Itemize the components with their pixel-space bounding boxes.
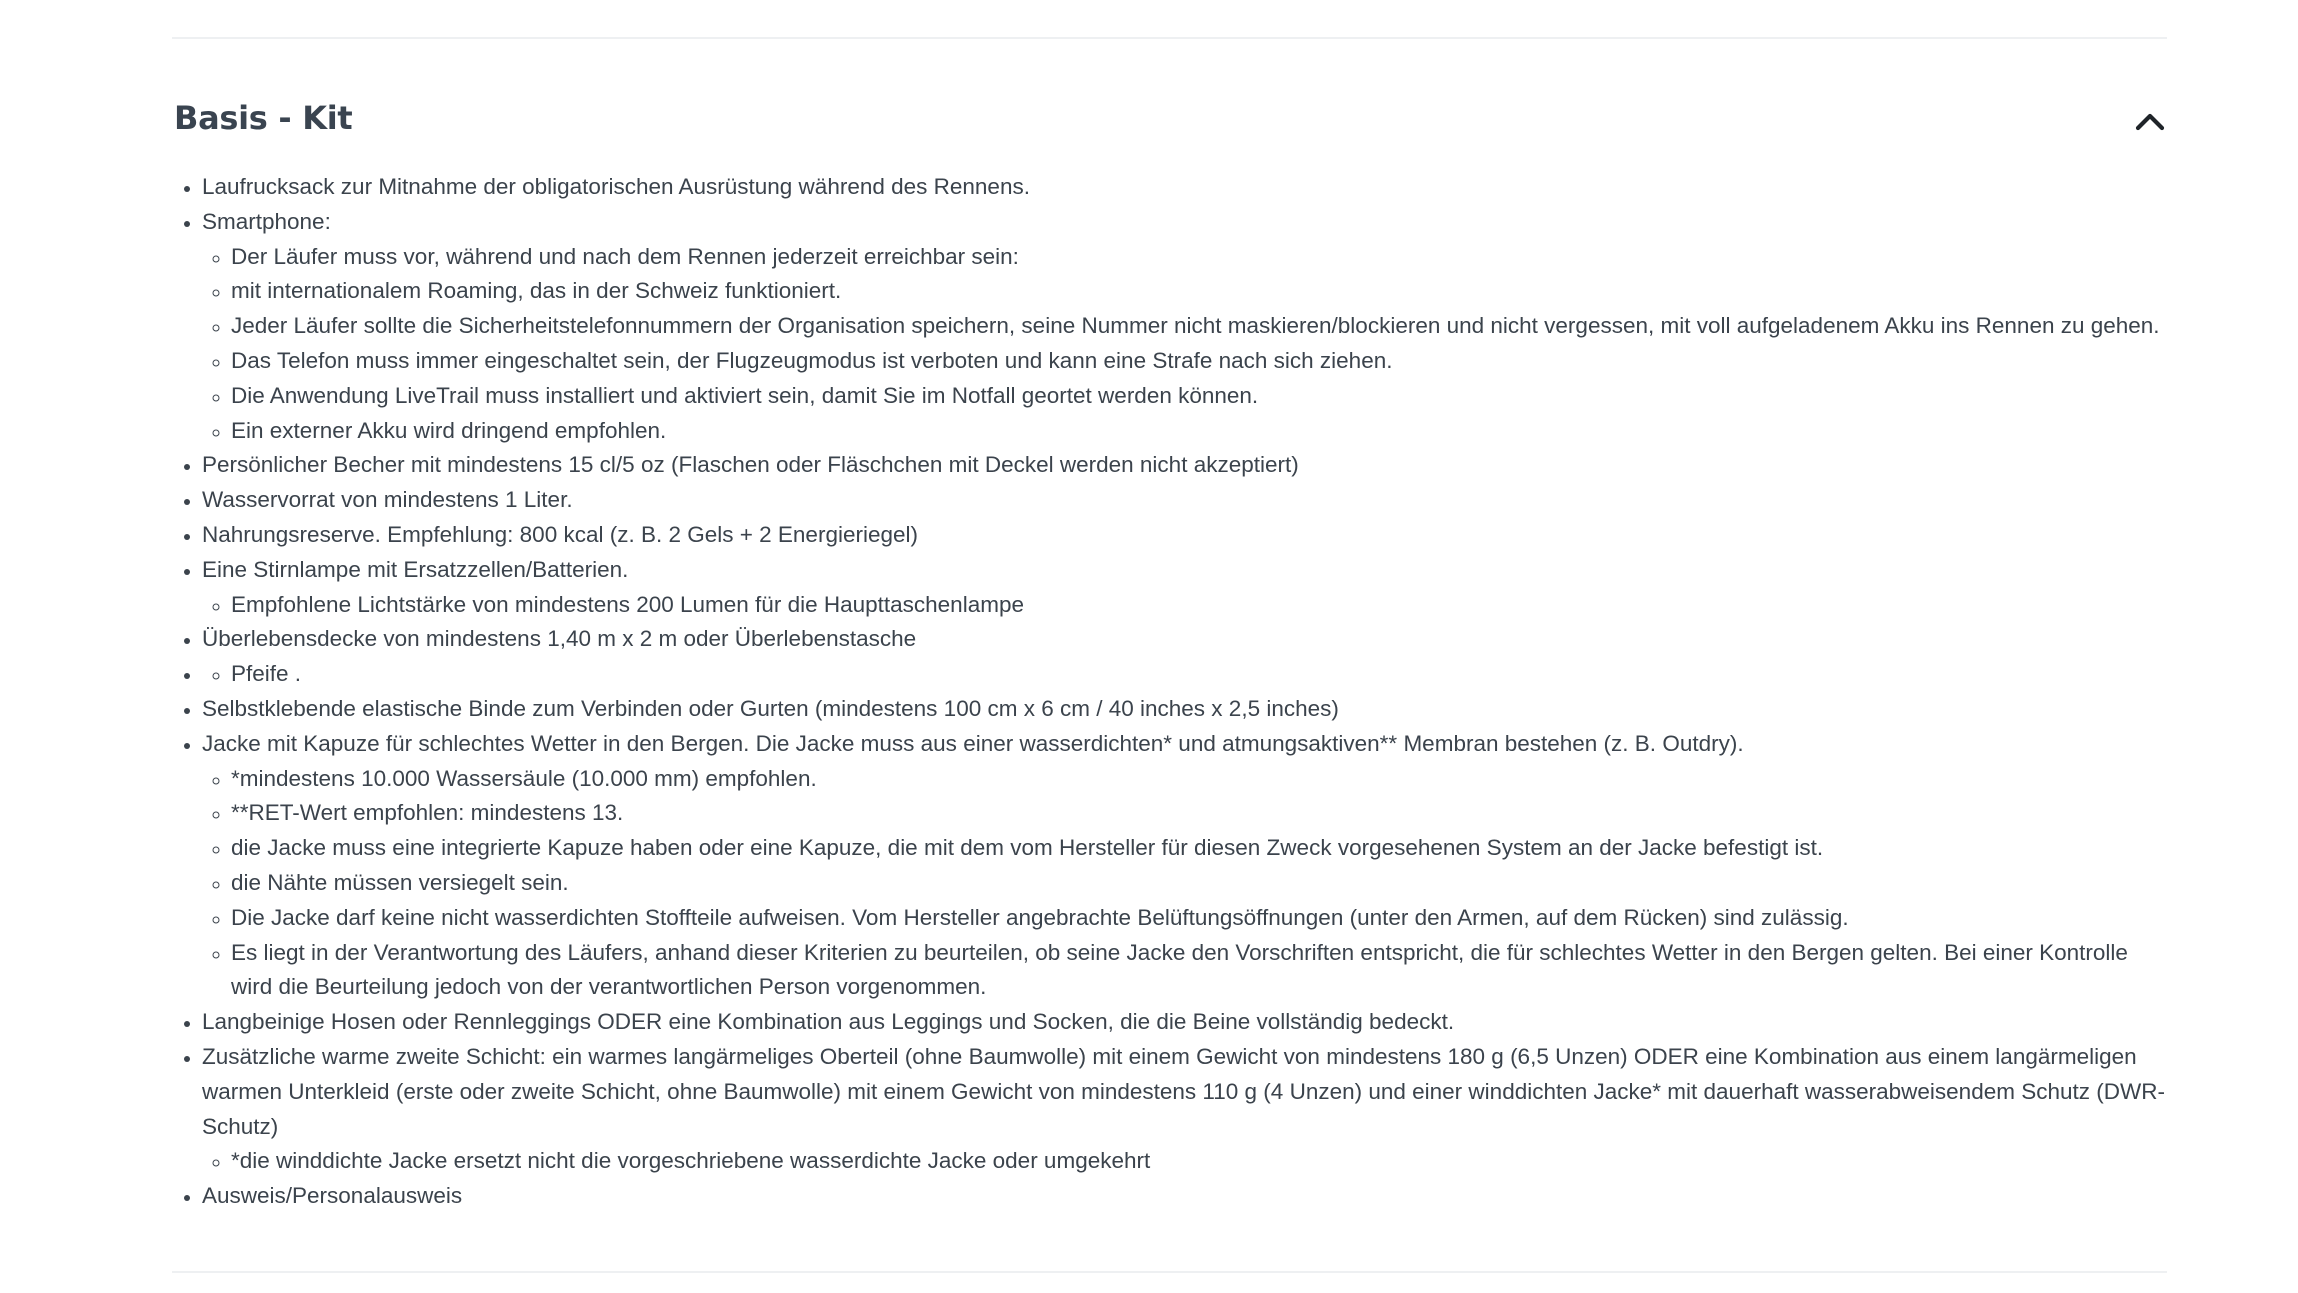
sub-list-item: ◦ *die winddichte Jacke ersetzt nicht die vorgeschriebene wasserdichte Jacke oder umgekehrt	[231, 1144, 2167, 1179]
sub-list-item: ◦ *mindestens 10.000 Wassersäule (10.000 mm) empfohlen.	[231, 762, 2167, 797]
sub-list-item: ◦ die Nähte müssen versiegelt sein.	[231, 866, 2167, 901]
sub-list-item: ◦ Ein externer Akku wird dringend empfohlen.	[231, 414, 2167, 449]
list-item	[202, 1005, 2167, 1040]
sub-list-item: ◦ Die Jacke darf keine nicht wasserdichten Stoffteile aufweisen. Vom Hersteller angebrachte Belüftungsöffnungen (unter den Armen, auf dem Rücken) sind zulässig.	[231, 901, 2167, 936]
basis-kit-accordion	[172, 90, 2167, 1209]
list-item	[202, 170, 2167, 205]
sub-list-item: ◦ die Jacke muss eine integrierte Kapuze haben oder eine Kapuze, die mit dem vom Hersteller für diesen Zweck vorgesehenen System an der Jacke befestigt ist.	[231, 831, 2167, 866]
sub-list	[202, 657, 2167, 692]
list-item	[202, 727, 2167, 1005]
list-item-text: Ausweis/Personalausweis	[202, 1183, 463, 1209]
sub-list	[202, 240, 2167, 449]
list-item	[202, 483, 2167, 518]
sub-list-item: ◦ **RET-Wert empfohlen: mindestens 13.	[231, 796, 2167, 831]
list-item-text: Laufrucksack zur Mitnahme der obligatorischen Ausrüstung während des Rennens.	[202, 174, 1030, 199]
sub-list	[202, 588, 2167, 623]
list-item	[202, 518, 2167, 553]
sub-list-item: ◦ Es liegt in der Verantwortung des Läufers, anhand dieser Kriterien zu beurteilen, ob seine Jacke den Vorschriften entspricht, die für schlechtes Wetter in den Bergen gelten. Bei einer Kontrolle wird die Beurteilung jedoch von der verantwortlichen Person vorgenommen.	[231, 936, 2167, 1006]
list-item	[202, 657, 2167, 692]
sub-list	[202, 1144, 2167, 1179]
list-item	[202, 553, 2167, 623]
list-item-text: Wasservorrat von mindestens 1 Liter.	[202, 487, 573, 513]
list-item-text: Nahrungsreserve. Empfehlung: 800 kcal (z. B. 2 Gels + 2 Energieriegel)	[202, 521, 918, 547]
list-item	[202, 1040, 2167, 1179]
equipment-list	[172, 170, 2167, 1214]
list-item	[202, 692, 2167, 727]
list-item-text: Selbstklebende elastische Binde zum Verbinden oder Gurten (mindestens 100 cm x 6 cm / 40 inches x 2,5 inches)	[202, 695, 1339, 721]
sub-list-item: ◦ Die Anwendung LiveTrail muss installiert und aktiviert sein, damit Sie im Notfall geortet werden können.	[231, 379, 2167, 414]
list-item-text: Zusätzliche warme zweite Schicht: ein warmes langärmeliges Oberteil (ohne Baumwolle) mit einem Gewicht von mindestens 180 g (6,5 Unzen) ODER eine Kombination aus einem langärmeligen warmen Unterkleid (erste oder zweite Schicht, ohne Baumwolle) mit einem Gewicht von mindestens 110 g (4 Unzen) und einer winddichten Jacke* mit dauerhaft wasserabweisendem Schutz (DWR-Schutz)	[202, 1043, 2165, 1139]
sub-list-item: ◦ Das Telefon muss immer eingeschaltet sein, der Flugzeugmodus ist verboten und kann eine Strafe nach sich ziehen.	[231, 344, 2167, 379]
sub-list	[202, 762, 2167, 1006]
accordion-header[interactable]	[172, 90, 2167, 150]
accordion-body	[172, 170, 2167, 1214]
list-item-text: Jacke mit Kapuze für schlechtes Wetter in den Bergen. Die Jacke muss aus einer wasserdichten* und atmungsaktiven** Membran bestehen (z. B. Outdry).	[202, 730, 1744, 756]
chevron-up-icon[interactable]	[2133, 104, 2167, 138]
list-item-text: Langbeinige Hosen oder Rennleggings ODER eine Kombination aus Leggings und Socken, die die Beine vollständig bedeckt.	[202, 1009, 1455, 1035]
sub-list-item: ◦ Empfohlene Lichtstärke von mindestens 200 Lumen für die Haupttaschenlampe	[231, 588, 2167, 623]
list-item-text: Eine Stirnlampe mit Ersatzzellen/Batterien.	[202, 556, 629, 582]
sub-list-item: ◦ • Pfeife .	[231, 657, 2167, 692]
list-item	[202, 1179, 2167, 1214]
list-item-text: Persönlicher Becher mit mindestens 15 cl/5 oz (Flaschen oder Fläschchen mit Deckel werden nicht akzeptiert)	[202, 452, 1299, 478]
top-divider	[172, 37, 2167, 39]
list-item	[202, 205, 2167, 449]
list-item-text: Smartphone:	[202, 208, 331, 234]
list-item-text: Überlebensdecke von mindestens 1,40 m x 2 m oder Überlebenstasche	[202, 626, 917, 652]
list-item	[202, 448, 2167, 483]
list-item	[202, 622, 2167, 657]
sub-list-item: ◦ Jeder Läufer sollte die Sicherheitstelefonnummern der Organisation speichern, seine Nummer nicht maskieren/blockieren und nicht vergessen, mit voll aufgeladenem Akku ins Rennen zu gehen.	[231, 309, 2167, 344]
section-title: Basis - Kit	[174, 99, 353, 137]
sub-list-item: ◦ mit internationalem Roaming, das in der Schweiz funktioniert.	[231, 274, 2167, 309]
bottom-divider	[172, 1271, 2167, 1273]
sub-list-item: ◦ Der Läufer muss vor, während und nach dem Rennen jederzeit erreichbar sein:	[231, 240, 2167, 275]
